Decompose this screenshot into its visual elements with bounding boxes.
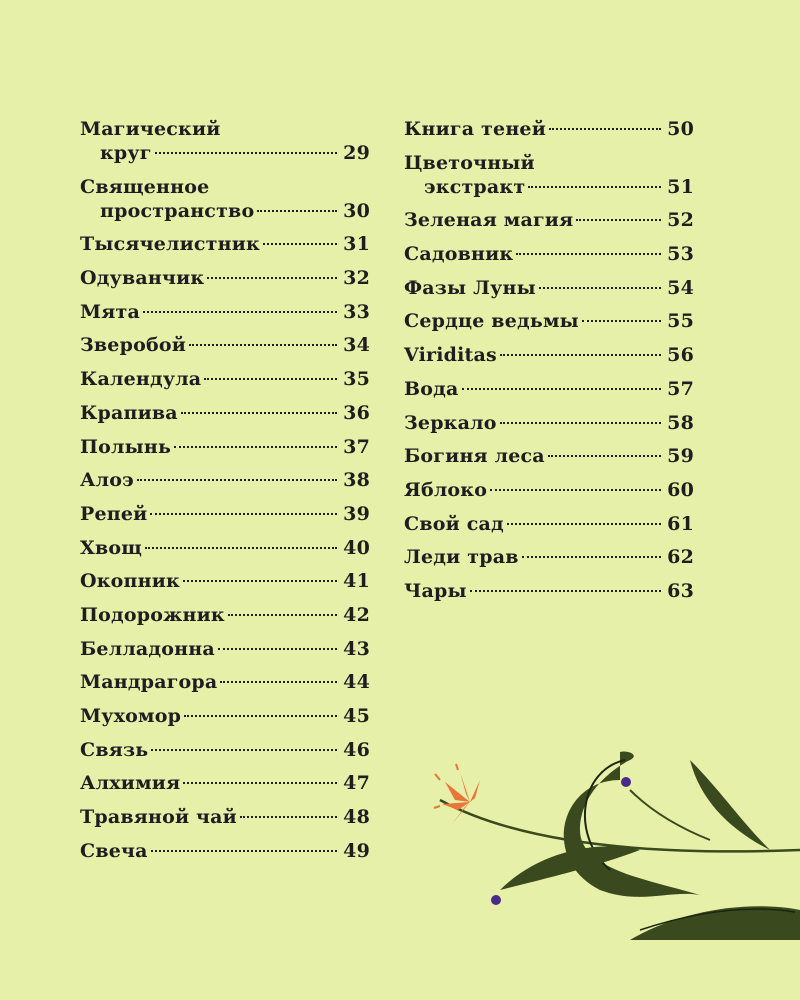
toc-entry-title: Зеленая магия: [404, 209, 574, 232]
toc-page-number: 53: [667, 243, 694, 266]
dot-leader: [145, 547, 337, 549]
toc-entry: [404, 411, 694, 435]
toc-page-number: 60: [667, 478, 694, 501]
dot-leader: [462, 388, 661, 390]
dot-leader: [220, 681, 337, 683]
toc-entry-title: Зверобой: [80, 334, 186, 357]
toc-page-number: 47: [343, 772, 370, 795]
toc-entry-title: Окопник: [80, 570, 180, 593]
toc-entry-title: Травяной чай: [80, 806, 237, 829]
dot-leader: [500, 422, 661, 424]
toc-entry-title: Сердце ведьмы: [404, 310, 579, 333]
toc-entry: [80, 300, 370, 324]
toc-page-number: 51: [667, 175, 694, 198]
toc-page-number: 39: [343, 502, 370, 525]
toc-entry: [404, 242, 694, 266]
dot-leader: [228, 614, 337, 616]
toc-page-number: 42: [343, 603, 370, 626]
dot-leader: [549, 128, 661, 130]
toc-entry-title-cont: экстракт: [424, 175, 526, 198]
toc-entry: [80, 536, 370, 560]
toc-entry-title: Свеча: [80, 839, 148, 862]
toc-entry: [404, 343, 694, 367]
toc-entry: [80, 502, 370, 526]
toc-entry: [404, 377, 694, 401]
dot-leader: [516, 253, 661, 255]
dot-leader: [257, 210, 337, 212]
dot-leader: [240, 816, 337, 818]
toc-entry: [404, 208, 694, 232]
toc-column-left: [80, 117, 370, 872]
toc-entry: [80, 805, 370, 829]
toc-entry-title: Магический: [80, 118, 221, 140]
dot-leader: [151, 850, 337, 852]
dot-leader: [174, 446, 337, 448]
toc-entry: [80, 232, 370, 256]
toc-page-number: 52: [667, 209, 694, 232]
toc-entry-title: Алоэ: [80, 469, 134, 492]
toc-page-number: 29: [343, 142, 370, 164]
toc-entry-title: Чары: [404, 579, 467, 602]
toc-page-number: 63: [667, 579, 694, 602]
toc-entry: [404, 512, 694, 536]
toc-page-number: 49: [343, 839, 370, 862]
toc-entry-title: Мухомор: [80, 705, 182, 727]
toc-page-number: 43: [343, 637, 370, 660]
toc-entry-title: Садовник: [404, 243, 514, 266]
toc-page-number: 50: [667, 118, 694, 140]
dot-leader: [184, 715, 337, 717]
toc-page-number: 54: [667, 276, 694, 299]
toc-entry: [80, 175, 370, 223]
toc-column-right: [404, 117, 694, 613]
toc-entry-title: Богиня леса: [404, 445, 545, 468]
dot-leader: [218, 648, 337, 650]
dot-leader: [500, 354, 661, 356]
toc-entry-title: Яблоко: [404, 478, 488, 501]
toc-entry: [80, 468, 370, 492]
toc-page-number: 36: [343, 401, 370, 424]
dot-leader: [207, 277, 337, 279]
toc-page-number: 57: [667, 377, 694, 400]
toc-page-number: 45: [343, 705, 370, 727]
dot-leader: [522, 556, 661, 558]
toc-page-number: 38: [343, 469, 370, 492]
toc-page-number: 61: [667, 512, 694, 535]
toc-entry-title-cont: пространство: [100, 199, 255, 222]
toc-entry: [80, 704, 370, 728]
toc-entry-title: Священное: [80, 175, 210, 198]
dot-leader: [137, 479, 337, 481]
toc-entry: [80, 637, 370, 661]
toc-entry-title: Зеркало: [404, 411, 497, 434]
toc-entry-title: Леди трав: [404, 546, 519, 569]
toc-entry-title: Репей: [80, 502, 148, 525]
toc-entry-title: Связь: [80, 738, 149, 761]
toc-entry-title: Мята: [80, 300, 140, 323]
toc-entry: [80, 738, 370, 762]
toc-page-number: 48: [343, 806, 370, 829]
dot-leader: [204, 378, 337, 380]
dot-leader: [490, 489, 661, 491]
dot-leader: [576, 219, 661, 221]
dot-leader: [150, 513, 337, 515]
toc-entry: [404, 309, 694, 333]
toc-entry: [80, 367, 370, 391]
toc-entry-title: Крапива: [80, 401, 178, 424]
dot-leader: [263, 243, 337, 245]
toc-page-number: 41: [343, 570, 370, 593]
dot-leader: [528, 186, 661, 188]
toc-entry-title: Цветочный: [404, 151, 535, 174]
toc-entry-title-cont: круг: [100, 142, 152, 164]
toc-entry: [404, 478, 694, 502]
dot-leader: [183, 580, 337, 582]
toc-entry-title: Свой сад: [404, 512, 504, 535]
toc-entry-title: Календула: [80, 368, 202, 391]
toc-entry-title: Вода: [404, 377, 459, 400]
toc-page-number: 55: [667, 310, 694, 333]
toc-entry-title: Мандрагора: [80, 671, 218, 694]
dot-leader: [181, 412, 337, 414]
toc-page-number: 56: [667, 344, 694, 367]
toc-entry: [80, 266, 370, 290]
toc-page-number: 35: [343, 368, 370, 391]
toc-entry: [80, 435, 370, 459]
toc-entry: [404, 545, 694, 569]
toc-entry-title: Тысячелистник: [80, 233, 260, 256]
toc-entry: [404, 579, 694, 603]
toc-page-number: 59: [667, 445, 694, 468]
toc-entry: [404, 276, 694, 300]
toc-entry-title: Полынь: [80, 435, 172, 458]
dot-leader: [582, 320, 661, 322]
toc-entry: [80, 569, 370, 593]
toc-entry-title: Хвощ: [80, 536, 142, 559]
toc-entry: [404, 117, 694, 141]
dot-leader: [189, 344, 337, 346]
toc-entry: [80, 839, 370, 863]
toc-page-number: 30: [343, 199, 370, 222]
toc-page-number: 32: [343, 267, 370, 290]
toc-entry-title: Viriditas: [404, 344, 497, 367]
dot-leader: [143, 311, 337, 313]
dot-leader: [183, 782, 337, 784]
toc-entry: [80, 117, 370, 165]
toc-entry-title: Одуванчик: [80, 267, 205, 290]
toc-entry: [80, 333, 370, 357]
toc-entry-title: Алхимия: [80, 772, 181, 795]
toc-page-number: 34: [343, 334, 370, 357]
toc-page-number: 31: [343, 233, 370, 256]
toc-entry-title: Книга теней: [404, 118, 547, 140]
toc-page-number: 40: [343, 536, 370, 559]
toc-page-number: 37: [343, 435, 370, 458]
toc-entry-title: Белладонна: [80, 637, 215, 660]
dot-leader: [539, 287, 661, 289]
dot-leader: [507, 523, 661, 525]
toc-page-number: 58: [667, 411, 694, 434]
toc-entry: [80, 670, 370, 694]
toc-page-number: 46: [343, 738, 370, 761]
toc-entry: [80, 771, 370, 795]
dot-leader: [151, 749, 337, 751]
toc-page-number: 33: [343, 300, 370, 323]
toc-entry: [404, 444, 694, 468]
toc-entry-title: Подорожник: [80, 603, 225, 626]
toc-page-number: 44: [343, 671, 370, 694]
dot-leader: [548, 455, 661, 457]
herb-sprig-flower-icon: [400, 740, 800, 960]
toc-entry: [80, 603, 370, 627]
dot-leader: [470, 590, 661, 592]
toc-page-number: 62: [667, 546, 694, 569]
toc-entry: [404, 151, 694, 199]
dot-leader: [155, 152, 337, 154]
toc-entry: [80, 401, 370, 425]
toc-entry-title: Фазы Луны: [404, 276, 536, 299]
